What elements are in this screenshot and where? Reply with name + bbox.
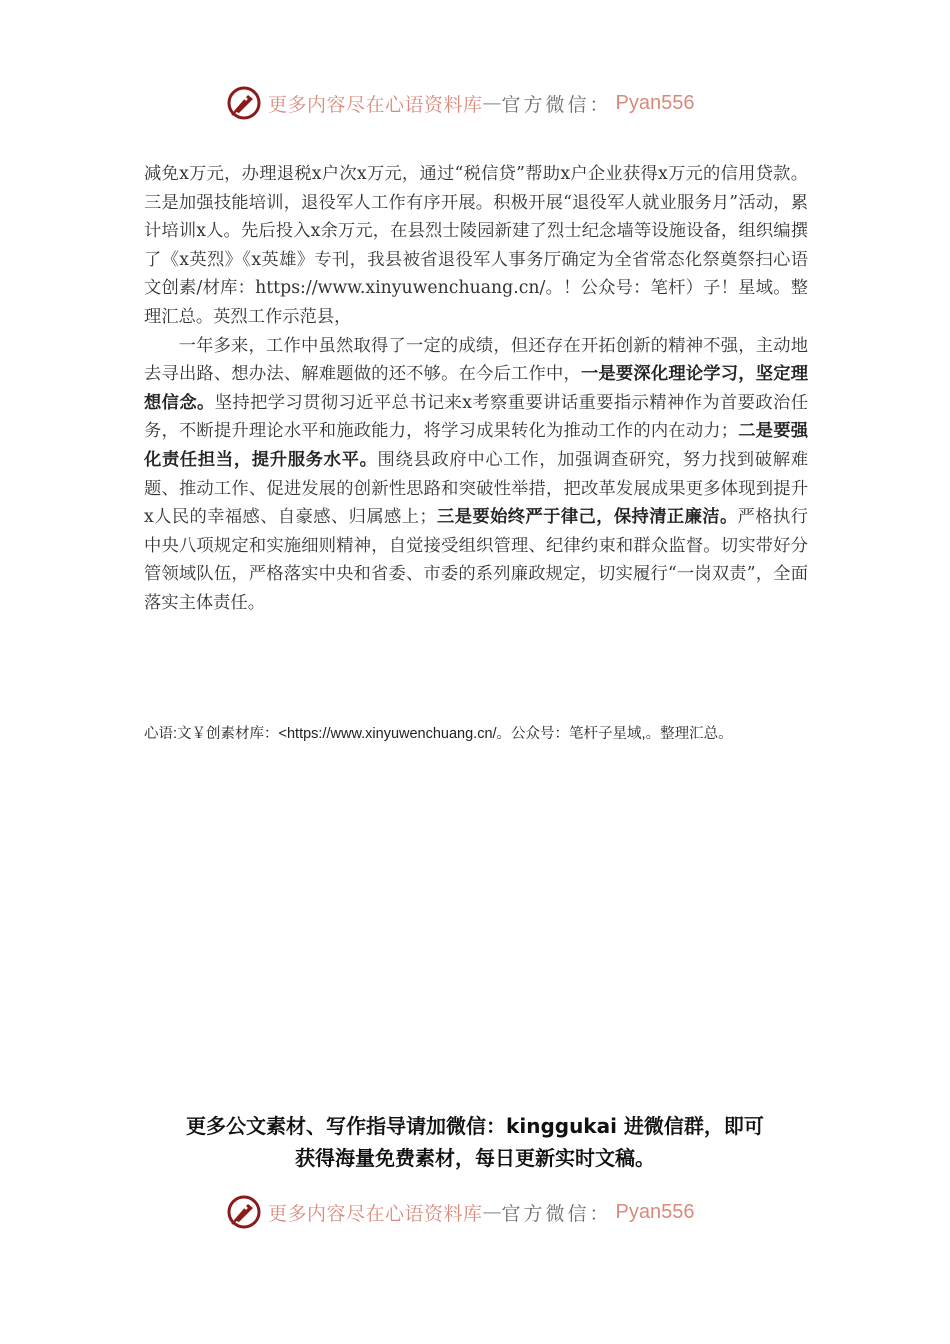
banner-dash: — [482,92,502,114]
source-footnote: 心语:文￥创素材库：<https://www.xinyuwenchuang.cn/。公众号：笔杆子星域,。整理汇总。 [144,726,733,742]
banner-official-label: 官方微信： [501,93,612,116]
text-segment: 围绕县政府中心工作，加强调查研究，努力找到破解难题、推动工作、促进发展的创新性思路和突破性举措，把改革发展成果更多体现到提升x人民的幸福感、自豪感、归属感上； [144,449,808,528]
promo-text [0,1110,950,1174]
banner-text: 更多内容尽在心语资料库 [268,93,483,116]
quill-pen-logo-icon [226,1194,262,1230]
banner-official-label: 官方微信： [501,1202,612,1225]
text-segment: 严格执行中央八项规定和实施细则精神，自觉接受组织管理、纪律约束和群众监督。切实带好分管领域队伍，严格落实中央和省委、市委的系列廉政规定，切实履行“一岗双责”，全面落实主体责任。 [144,507,808,613]
paragraph-2 [144,332,808,618]
banner-text: 更多内容尽在心语资料库 [268,1202,483,1225]
banner-wechat-id: Pyan556 [615,91,695,114]
text-segment: 坚持把学习贯彻习近平总书记来x考察重要讲话重要指示精神作为首要政治任务，不断提升理论水平和施政能力，将学习成果转化为推动工作的内在动力； [144,392,808,442]
paragraph-1: 减免x万元，办理退税x户次x万元，通过“税信贷”帮助x户企业获得x万元的信用贷款。三是加强技能培训，退役军人工作有序开展。积极开展“退役军人就业服务月”活动，累计培训x人。先后投入x余万元，在县烈士陵园新建了烈士纪念墙等设施设备，组织编撰了《x英烈》《x英雄》专刊，我县被省退役军人事务厅确定为全省常态化祭奠祭扫心语文创素/材库：https://www.xinyuwenchuang.cn/。！公众号：笔杆）子！星域。整理汇总。英烈工作示范县， [144,164,808,327]
bold-point-1: 一是要深化理论学习，坚定理想信念。 [144,364,808,413]
promo-line-2: 获得海量免费素材，每日更新实时文稿。 [295,1146,655,1170]
banner-dash: — [482,1201,502,1223]
text-segment: 一年多来，工作中虽然取得了一定的成绩，但还存在开拓创新的精神不强，主动地去寻出路、想办法、解难题做的还不够。在今后工作中， [144,335,808,385]
promo-line-1: 更多公文素材、写作指导请加微信：kinggukai 进微信群，即可 [186,1114,764,1138]
bold-point-2: 二是要强化责任担当，提升服务水平。 [144,421,808,470]
document-body [144,160,808,618]
footer-banner [226,1192,695,1232]
header-banner [226,83,695,123]
bold-point-3: 三是要始终严于律己，保持清正廉洁。 [436,507,738,528]
quill-pen-logo-icon [226,85,262,121]
banner-wechat-id: Pyan556 [615,1200,695,1223]
